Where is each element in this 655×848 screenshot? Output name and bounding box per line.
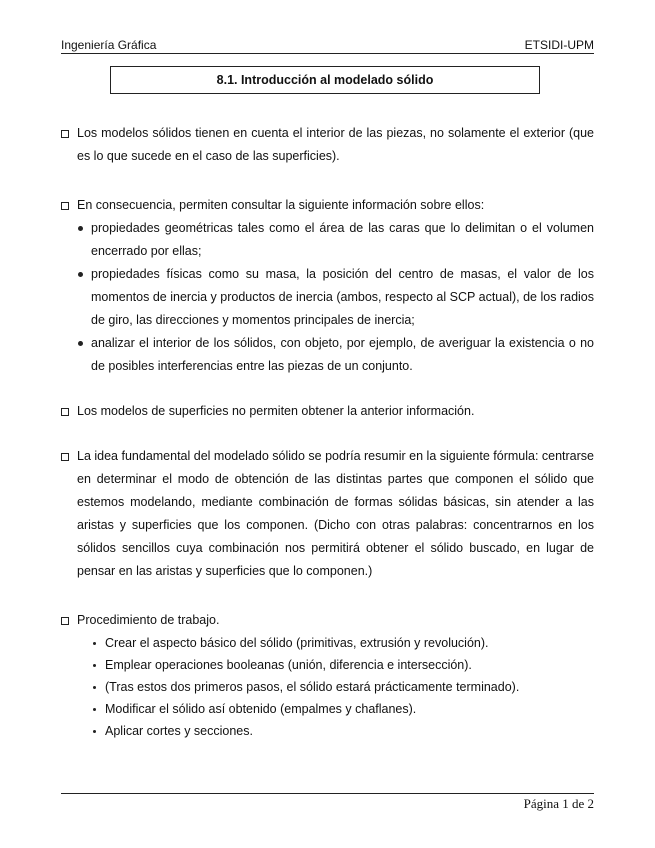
list-item	[77, 217, 594, 263]
header-right: ETSIDI-UPM	[524, 38, 594, 52]
list-item	[91, 632, 594, 654]
paragraph-text: Los modelos sólidos tienen en cuenta el interior de las piezas, no solamente el exterior (que es lo que sucede en el caso de las superficies).	[77, 126, 594, 163]
list-item	[91, 698, 594, 720]
list-item	[77, 263, 594, 332]
list-item	[91, 720, 594, 742]
list-item	[91, 676, 594, 698]
footer-rule	[61, 793, 594, 794]
list-item-text: Modificar el sólido así obtenido (empalmes y chaflanes).	[105, 702, 417, 716]
square-bullet-icon	[61, 202, 69, 210]
paragraph-surface-models	[61, 400, 594, 423]
paragraph-text: En consecuencia, permiten consultar la siguiente información sobre ellos:	[77, 198, 485, 212]
small-dot-bullet-icon	[93, 664, 96, 667]
list-item-text: (Tras estos dos primeros pasos, el sólido estará prácticamente terminado).	[105, 680, 520, 694]
paragraph-procedure	[61, 609, 594, 632]
section-title: 8.1. Introducción al modelado sólido	[110, 66, 540, 94]
paragraph-text: Procedimiento de trabajo.	[77, 613, 220, 627]
paragraph-consequence	[61, 194, 594, 217]
list-item	[91, 654, 594, 676]
square-bullet-icon	[61, 408, 69, 416]
page-number: Página 1 de 2	[523, 796, 594, 811]
list-item	[77, 332, 594, 378]
document-body	[61, 122, 594, 742]
square-bullet-icon	[61, 617, 69, 625]
paragraph-text: Los modelos de superficies no permiten obtener la anterior información.	[77, 404, 475, 418]
list-item-text: Aplicar cortes y secciones.	[105, 724, 253, 738]
list-item-text: analizar el interior de los sólidos, con objeto, por ejemplo, de averiguar la existencia o no de posibles interferencias entre las piezas de un conjunto.	[91, 336, 594, 373]
paragraph-fundamental-idea	[61, 445, 594, 583]
procedure-steps	[91, 632, 594, 742]
header-rule	[61, 53, 594, 54]
small-dot-bullet-icon	[93, 708, 96, 711]
small-dot-bullet-icon	[93, 642, 96, 645]
paragraph-solid-models	[61, 122, 594, 168]
square-bullet-icon	[61, 130, 69, 138]
header-left: Ingeniería Gráfica	[61, 38, 157, 52]
list-item-text: Crear el aspecto básico del sólido (primitivas, extrusión y revolución).	[105, 636, 489, 650]
dot-bullet-icon	[78, 226, 83, 231]
small-dot-bullet-icon	[93, 686, 96, 689]
small-dot-bullet-icon	[93, 730, 96, 733]
dot-bullet-icon	[78, 272, 83, 277]
paragraph-text: La idea fundamental del modelado sólido se podría resumir en la siguiente fórmula: centrarse en determinar el modo de obtención de las distintas partes que componen el sólido que estemos modelando, mediante combinación de formas sólidas básicas, sin atender a las aristas y superficies que los componen. (Dicho con otras palabras: concentrarnos en los sólidos sencillos cuya combinación nos permitirá obtener el sólido buscado, en lugar de pensar en las aristas y superficies que lo componen.)	[77, 449, 594, 578]
dot-bullet-icon	[78, 341, 83, 346]
list-item-text: propiedades físicas como su masa, la posición del centro de masas, el valor de los momentos de inercia y productos de inercia (ambos, respecto al SCP actual), de los radios de giro, las direcciones y momentos principales de inercia;	[91, 267, 594, 327]
list-item-text: Emplear operaciones booleanas (unión, diferencia e intersección).	[105, 658, 472, 672]
square-bullet-icon	[61, 453, 69, 461]
list-item-text: propiedades geométricas tales como el área de las caras que lo delimitan o el volumen encerrado por ellas;	[91, 221, 594, 258]
